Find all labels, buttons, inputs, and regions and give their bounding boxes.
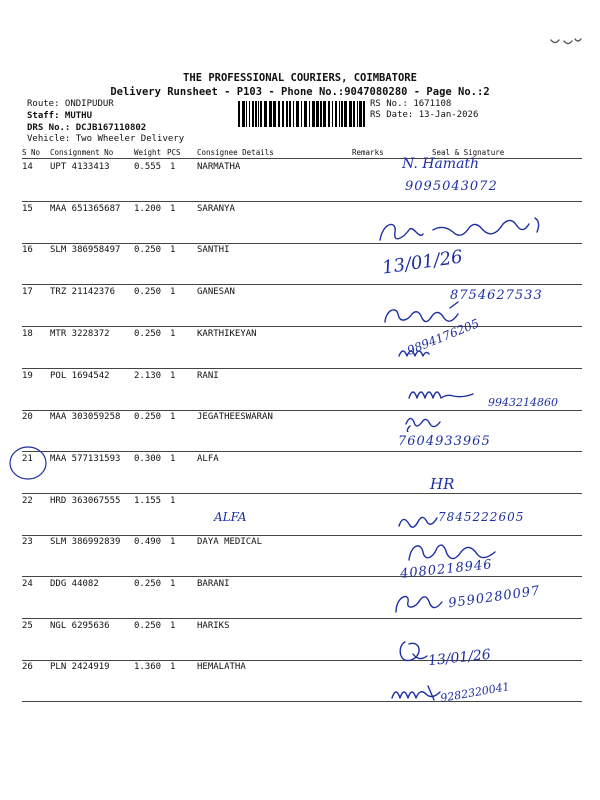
route-label: Route: ONDIPUDUR: [27, 99, 114, 109]
row-sno: 18: [22, 329, 33, 339]
barcode-bar: [357, 101, 358, 127]
signature-25-date: 13/01/26: [427, 646, 492, 670]
barcode-bar: [289, 101, 291, 127]
row-consignment: SLM 386992839: [50, 537, 121, 547]
rs-number: RS No.: 1671108: [370, 99, 452, 109]
barcode-bar: [246, 101, 247, 127]
row-pcs: 1: [170, 245, 176, 255]
barcode-bar: [312, 101, 315, 127]
row-sno: 16: [22, 245, 33, 255]
row-consignee: ALFA: [197, 454, 219, 464]
barcode-bar: [320, 101, 322, 127]
barcode-bar: [341, 101, 343, 127]
signature-19-phone: 9943214860: [488, 396, 558, 409]
barcode-bar: [363, 101, 365, 127]
row-pcs: 1: [170, 621, 176, 631]
signature-14-phone: 9095043072: [405, 179, 498, 194]
row-pcs: 1: [170, 579, 176, 589]
row-consignment: MAA 303059258: [50, 412, 121, 422]
signature-23-phone: 4080218946: [399, 557, 494, 582]
signature-22-scribble: [395, 510, 441, 532]
row-pcs: 1: [170, 662, 176, 672]
row-sno: 14: [22, 162, 33, 172]
col-weight: Weight: [134, 148, 162, 157]
col-pcs: PCS: [167, 148, 181, 157]
barcode-bar: [255, 101, 257, 127]
signature-20-scribble: [400, 410, 450, 432]
signature-16-date: 13/01/26: [380, 246, 464, 279]
row-weight: 1.200: [134, 204, 162, 214]
signature-19-scribble: [405, 380, 495, 404]
circle-mark: [6, 443, 52, 483]
barcode-bar: [293, 101, 294, 127]
row-weight: 2.130: [134, 371, 162, 381]
row-pcs: 1: [170, 287, 176, 297]
row-pcs: 1: [170, 496, 176, 506]
barcode-bar: [359, 101, 362, 127]
row-divider: [22, 576, 582, 577]
row-sno: 17: [22, 287, 33, 297]
row-weight: 0.250: [134, 621, 162, 631]
col-consignment: Consignment No: [50, 148, 114, 157]
header-divider: [22, 158, 582, 159]
row-divider: [22, 618, 582, 619]
row-divider: [22, 368, 582, 369]
row-pcs: 1: [170, 454, 176, 464]
row-weight: 1.360: [134, 662, 162, 672]
row-pcs: 1: [170, 162, 176, 172]
barcode-bar: [296, 101, 299, 127]
barcode-bar: [269, 101, 272, 127]
row-sno: 15: [22, 204, 33, 214]
row-consignment: MAA 577131593: [50, 454, 121, 464]
row-divider: [22, 326, 582, 327]
row-consignee: RANI: [197, 371, 219, 381]
row-consignee: DAYA MEDICAL: [197, 537, 263, 547]
signature-20-phone: 7604933965: [398, 434, 491, 449]
col-remarks: Remarks: [352, 148, 384, 157]
row-divider: [22, 493, 582, 494]
row-divider: [22, 410, 582, 411]
barcode-bar: [335, 101, 337, 127]
row-consignment: NGL 6295636: [50, 621, 110, 631]
signature-17-phone: 8754627533: [450, 288, 543, 303]
runsheet-subtitle: Delivery Runsheet - P103 - Phone No.:9047080280 - Page No.:2: [110, 86, 490, 98]
row-consignment: DDG 44082: [50, 579, 99, 589]
row-consignee: KARTHIKEYAN: [197, 329, 257, 339]
row-consignee: SANTHI: [197, 245, 230, 255]
row-consignee: HARIKS: [197, 621, 230, 631]
barcode-bar: [273, 101, 276, 127]
rs-date: RS Date: 13-Jan-2026: [370, 110, 479, 120]
row-consignee: JEGATHEESWARAN: [197, 412, 273, 422]
row-weight: 1.155: [134, 496, 162, 506]
row-sno: 21: [22, 454, 33, 464]
row-consignment: MTR 3228372: [50, 329, 110, 339]
barcode-bar: [323, 101, 326, 127]
signature-15-scribble: [375, 210, 550, 252]
barcode-bar: [260, 101, 262, 127]
barcode-bar: [264, 101, 267, 127]
row-divider: [22, 284, 582, 285]
barcode-bar: [304, 101, 307, 127]
signature-18-scribble: [395, 340, 435, 364]
signature-24-phone: 9590280097: [447, 583, 542, 612]
row-consignee: BARANI: [197, 579, 230, 589]
barcode-bar: [344, 101, 347, 127]
row-weight: 0.250: [134, 412, 162, 422]
signature-24-scribble: [390, 588, 450, 618]
row-divider: [22, 451, 582, 452]
row-divider: [22, 660, 582, 661]
row-weight: 0.250: [134, 245, 162, 255]
row-pcs: 1: [170, 537, 176, 547]
row-weight: 0.555: [134, 162, 162, 172]
company-title: THE PROFESSIONAL COURIERS, COIMBATORE: [183, 72, 417, 84]
row-pcs: 1: [170, 204, 176, 214]
barcode-bar: [278, 101, 280, 127]
row-weight: 0.300: [134, 454, 162, 464]
barcode: [238, 101, 366, 127]
barcode-bar: [316, 101, 319, 127]
col-sno: S No: [22, 148, 41, 157]
row-sno: 19: [22, 371, 33, 381]
drs-number: DRS No.: DCJB167110802: [27, 123, 147, 133]
barcode-bar: [286, 101, 288, 127]
barcode-bar: [301, 101, 302, 127]
signature-22-phone: 7845222605: [438, 510, 525, 524]
barcode-bar: [339, 101, 340, 127]
corner-mark: [548, 34, 584, 48]
row-consignment: PLN 2424919: [50, 662, 110, 672]
row-consignment: MAA 651365687: [50, 204, 121, 214]
col-consignee: Consignee Details: [197, 148, 274, 157]
row-consignment: UPT 4133413: [50, 162, 110, 172]
row-pcs: 1: [170, 329, 176, 339]
row-consignee: NARMATHA: [197, 162, 241, 172]
row-weight: 0.250: [134, 287, 162, 297]
row-consignee: HEMALATHA: [197, 662, 246, 672]
row-pcs: 1: [170, 412, 176, 422]
row-weight: 0.250: [134, 329, 162, 339]
barcode-bar: [242, 101, 245, 127]
row-divider: [22, 701, 582, 702]
barcode-bar: [249, 101, 250, 127]
barcode-bar: [349, 101, 352, 127]
row-consignment: TRZ 21142376: [50, 287, 116, 297]
row-consignment: POL 1694542: [50, 371, 110, 381]
signature-22-name: ALFA: [214, 510, 247, 524]
row-weight: 0.250: [134, 579, 162, 589]
signature-21-initials: HR: [430, 475, 455, 493]
row-sno: 22: [22, 496, 33, 506]
row-pcs: 1: [170, 371, 176, 381]
col-signature: Seal & Signature: [432, 148, 505, 157]
signature-14-name: N. Hamath: [402, 156, 480, 172]
barcode-bar: [282, 101, 284, 127]
row-consignment: HRD 363067555: [50, 496, 121, 506]
row-sno: 20: [22, 412, 33, 422]
barcode-bar: [258, 101, 259, 127]
row-sno: 24: [22, 579, 33, 589]
row-sno: 23: [22, 537, 33, 547]
barcode-bar: [328, 101, 330, 127]
row-consignee: GANESAN: [197, 287, 235, 297]
barcode-bar: [332, 101, 333, 127]
signature-26-phone: 9282320041: [439, 680, 511, 705]
barcode-bar: [238, 101, 240, 127]
barcode-bar: [252, 101, 254, 127]
signature-18-phone: 9894176205: [405, 316, 482, 358]
barcode-bar: [309, 101, 310, 127]
row-sno: 25: [22, 621, 33, 631]
vehicle-label: Vehicle: Two Wheeler Delivery: [27, 134, 185, 144]
row-weight: 0.490: [134, 537, 162, 547]
row-consignment: SLM 386958497: [50, 245, 121, 255]
barcode-bar: [353, 101, 355, 127]
staff-label: Staff: MUTHU: [27, 111, 93, 121]
row-consignee: SARANYA: [197, 204, 235, 214]
row-divider: [22, 201, 582, 202]
row-sno: 26: [22, 662, 33, 672]
